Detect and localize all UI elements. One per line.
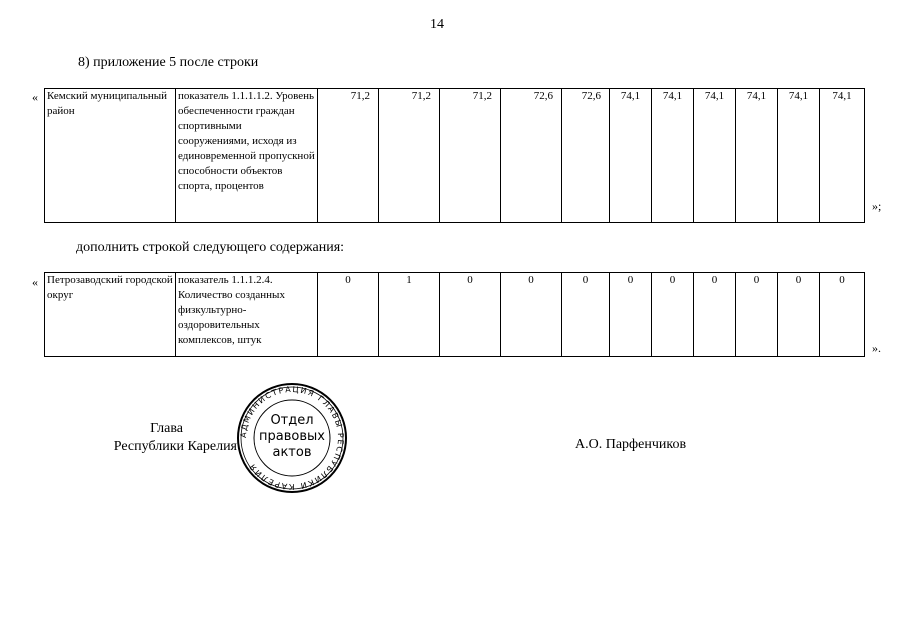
value-cell: 72,6 xyxy=(562,89,610,223)
indicator-cell: показатель 1.1.1.1.2. Уровень обеспеченности граждан спортивными сооружениями, исходя из единовременной пропускной способности объектов спорта, процентов xyxy=(176,89,318,223)
stamp-word-3: актов xyxy=(272,445,312,460)
value-cell: 0 xyxy=(694,273,736,357)
open-quote-2: « xyxy=(32,275,38,289)
value-cell: 0 xyxy=(778,273,820,357)
middle-text: дополнить строкой следующего содержания: xyxy=(76,240,345,255)
value-cell: 72,6 xyxy=(501,89,562,223)
page-number: 14 xyxy=(430,17,444,32)
intro-text: 8) приложение 5 после строки xyxy=(78,55,259,70)
value-cell: 0 xyxy=(652,273,694,357)
value-cell: 71,2 xyxy=(318,89,379,223)
stamp-word-2: правовых xyxy=(259,429,325,444)
stamp-word-1: Отдел xyxy=(270,413,314,428)
value-cell: 0 xyxy=(562,273,610,357)
value-cell: 0 xyxy=(736,273,778,357)
value-cell: 0 xyxy=(820,273,865,357)
value-cell: 0 xyxy=(440,273,501,357)
value-cell: 74,1 xyxy=(778,89,820,223)
stamp-seal xyxy=(232,382,352,494)
stamp-ring-textpath: АДМИНИСТРАЦИЯ ГЛАВЫ РЕСПУБЛИКИ КАРЕЛИЯ xyxy=(238,384,346,492)
region-cell: Петрозаводский городской округ xyxy=(45,273,176,357)
value-cell: 0 xyxy=(501,273,562,357)
close-mark-1: »; xyxy=(872,199,882,213)
value-cell: 71,2 xyxy=(379,89,440,223)
region-cell: Кемский муниципальный район xyxy=(45,89,176,223)
signature-title-line1: Глава xyxy=(150,421,183,436)
value-cell: 74,1 xyxy=(694,89,736,223)
value-cell: 74,1 xyxy=(610,89,652,223)
value-cell: 1 xyxy=(379,273,440,357)
signatory-name: А.О. Парфенчиков xyxy=(575,437,687,452)
value-cell: 0 xyxy=(318,273,379,357)
signature-title-line2: Республики Карелия xyxy=(113,439,237,454)
table-row-1 xyxy=(44,88,865,223)
value-cell: 74,1 xyxy=(736,89,778,223)
table-row-2 xyxy=(44,272,865,357)
value-cell: 74,1 xyxy=(820,89,865,223)
open-quote-1: « xyxy=(32,90,38,104)
close-mark-2: ». xyxy=(872,341,881,355)
signature-title xyxy=(103,420,237,456)
value-cell: 71,2 xyxy=(440,89,501,223)
indicator-cell: показатель 1.1.1.2.4. Количество созданных физкультурно-оздоровительных комплексов, штук xyxy=(176,273,318,357)
value-cell: 0 xyxy=(610,273,652,357)
value-cell: 74,1 xyxy=(652,89,694,223)
